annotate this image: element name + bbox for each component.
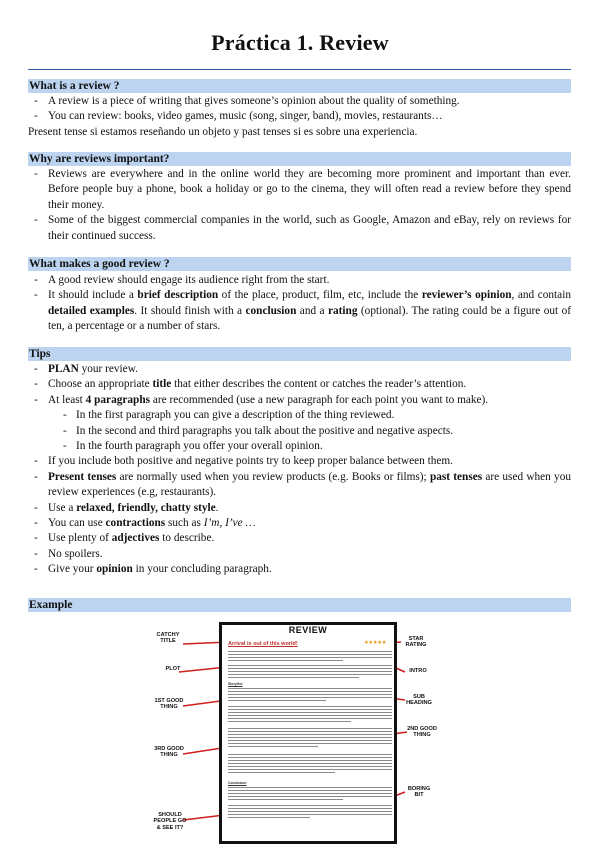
sub-list-item: - In the first paragraph you can give a description of the thing reviewed. <box>28 408 571 423</box>
label-second-good: 2ND GOOD THING <box>407 726 437 739</box>
paragraph-lines <box>228 665 392 680</box>
paragraph-lines <box>228 651 392 663</box>
list-item: - Give your opinion in your concluding paragraph. <box>28 562 571 577</box>
review-sample-title: REVIEW <box>288 625 328 635</box>
list-item: - It should include a brief description of the place, product, film, etc, include the reviewer’s opinion, and contain detailed examples. It should finish with a conclusion and a rating (optional). The rating could be a figure out of ten, a percentage or a number of stars. <box>28 288 571 334</box>
list-item: - A review is a piece of writing that gives someone’s opinion about the quality of something. <box>28 94 571 109</box>
label-first-good: 1ST GOOD THING <box>154 698 184 711</box>
list-item: - Use plenty of adjectives to describe. <box>28 531 571 546</box>
paragraph-lines <box>228 754 392 775</box>
paragraph-lines <box>228 688 392 703</box>
paragraph-lines <box>228 805 392 820</box>
title-rule <box>28 69 571 70</box>
review-sample-subtitle: Arrival is out of this world! <box>228 641 298 647</box>
section-what <box>28 94 571 140</box>
label-should-people-go: SHOULD PEOPLE GO & SEE IT? <box>153 812 187 831</box>
list-item: - PLAN your review. <box>28 362 571 377</box>
list-item: - At least 4 paragraphs are recommended (use a new paragraph for each point you want to make). <box>28 393 571 408</box>
section-tips <box>28 362 571 578</box>
section-heading-example: Example <box>28 598 571 612</box>
section-heading-tips: Tips <box>28 347 571 361</box>
sub-heading-1: Storyline <box>228 682 243 686</box>
section-heading-good: What makes a good review ? <box>28 257 571 271</box>
paragraph-lines <box>228 706 392 724</box>
list-item: - You can review: books, video games, music (song, singer, band), movies, restaurants… <box>28 109 571 124</box>
sub-list-item: - In the second and third paragraphs you talk about the positive and negative aspects. <box>28 424 571 439</box>
label-catchy-title: CATCHY TITLE <box>156 632 180 645</box>
list-item: - Present tenses are normally used when you review products (e.g. Books or films); past tenses are used when you review experiences (e.g, restaurants). <box>28 470 571 501</box>
page-title: Práctica 1. Review <box>211 30 389 55</box>
sub-list-item: - In the fourth paragraph you offer your overall opinion. <box>28 439 571 454</box>
label-sub-heading: SUB HEADING <box>406 694 432 707</box>
label-star-rating: STAR RATING <box>405 636 427 649</box>
list-item: - You can use contractions such as I’m, I’ve … <box>28 516 571 531</box>
label-boring-bit: BORING BIT <box>407 786 431 799</box>
review-sample <box>219 622 397 844</box>
label-intro: INTRO <box>409 668 427 674</box>
list-item: - A good review should engage its audience right from the start. <box>28 273 571 288</box>
paragraph-lines <box>228 787 392 802</box>
section-heading-why: Why are reviews important? <box>28 152 571 166</box>
paragraph-lines <box>228 728 392 749</box>
list-item: - Choose an appropriate title that either describes the content or catches the reader’s attention. <box>28 377 571 392</box>
list-item: - If you include both positive and negative points try to keep proper balance between them. <box>28 454 571 469</box>
sub-heading-2: Conclusion <box>228 781 247 785</box>
section-why <box>28 167 571 244</box>
tense-note: Present tense si estamos reseñando un objeto y past tenses si es sobre una experiencia. <box>28 125 418 138</box>
label-plot: PLOT <box>165 666 181 672</box>
star-rating-icon: ★★★★★ <box>363 640 386 646</box>
label-third-good: 3RD GOOD THING <box>154 746 184 759</box>
section-heading-what: What is a review ? <box>28 79 571 93</box>
example-review-figure <box>153 618 451 846</box>
list-item: - Some of the biggest commercial companies in the world, such as Google, Amazon and eBay, rely on reviews for their continued success. <box>28 213 571 244</box>
section-good <box>28 273 571 335</box>
list-item: - Use a relaxed, friendly, chatty style. <box>28 501 571 516</box>
list-item: - Reviews are everywhere and in the online world they are becoming more prominent and important than ever. Before people buy a phone, book a holiday or go to the cinema, they will often read a review before they spend their money. <box>28 167 571 213</box>
list-item: - No spoilers. <box>28 547 571 562</box>
